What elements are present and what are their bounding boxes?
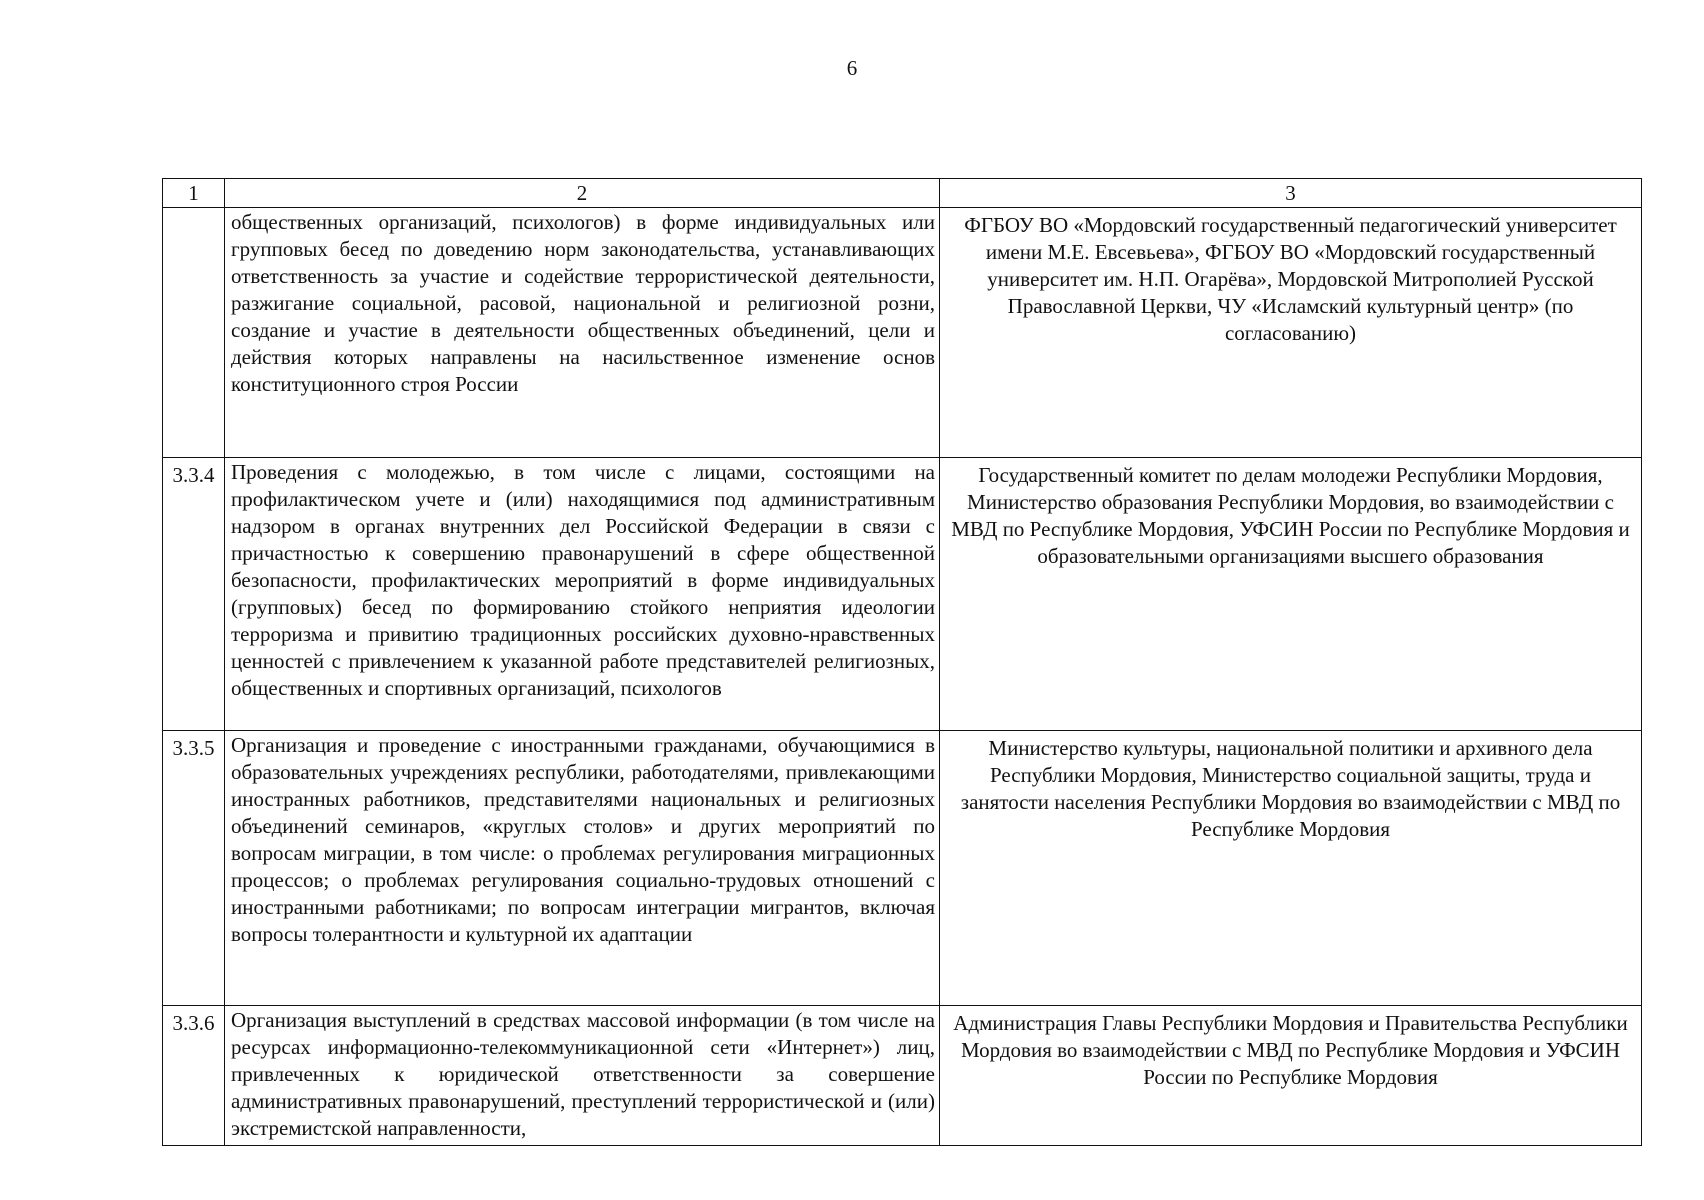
table-header-row — [163, 179, 1642, 208]
row-description: Проведения с молодежью, в том числе с лицами, состоящими на профилактическом учете и (или) находящимися под административным надзором в органах внутренних дел Российской Федерации в связи с причастностью к совершению правонарушений в сфере общественной безопасности, профилактических мероприятий в форме индивидуальных (групповых) бесед по формированию стойкого неприятия идеологии терроризма и привитию традиционных российских духовно-нравственных ценностей с привлечением к указанной работе представителей религиозных, общественных и спортивных организаций, психологов — [225, 458, 940, 731]
header-col-responsible: 3 — [940, 179, 1642, 208]
measures-table — [162, 178, 1642, 1146]
table-row — [163, 731, 1642, 1006]
row-description: общественных организаций, психологов) в форме индивидуальных или групповых бесед по доведению норм законодательства, устанавливающих ответственность за участие и содействие террористической деятельности, разжигание социальной, расовой, национальной и религиозной розни, создание и участие в деятельности общественных объединений, цели и действия которых направлены на насильственное изменение основ конституционного строя России — [225, 208, 940, 458]
page-number: 6 — [846, 56, 858, 80]
row-number: 3.3.5 — [163, 731, 225, 1006]
row-responsible: Министерство культуры, национальной политики и архивного дела Республики Мордовия, Министерство социальной защиты, труда и занятости населения Республики Мордовия во взаимодействии с МВД по Республике Мордовия — [940, 731, 1642, 1006]
row-number — [163, 208, 225, 458]
table-row — [163, 1006, 1642, 1146]
row-responsible: Администрация Главы Республики Мордовия и Правительства Республики Мордовия во взаимодействии с МВД по Республике Мордовия и УФСИН России по Республике Мордовия — [940, 1006, 1642, 1146]
table-row — [163, 458, 1642, 731]
row-number: 3.3.4 — [163, 458, 225, 731]
table-row — [163, 208, 1642, 458]
row-responsible: ФГБОУ ВО «Мордовский государственный педагогический университет имени М.Е. Евсевьева», ФГБОУ ВО «Мордовский государственный университет им. Н.П. Огарёва», Мордовской Митрополией Русской Православной Церкви, ЧУ «Исламский культурный центр» (по согласованию) — [940, 208, 1642, 458]
header-col-description: 2 — [225, 179, 940, 208]
row-number: 3.3.6 — [163, 1006, 225, 1146]
row-description: Организация и проведение с иностранными гражданами, обучающимися в образовательных учреждениях республики, работодателями, привлекающими иностранных работников, представителями национальных и религиозных объединений семинаров, «круглых столов» и других мероприятий по вопросам миграции, в том числе: о проблемах регулирования миграционных процессов; о проблемах регулирования социально-трудовых отношений с иностранными работниками; по вопросам интеграции мигрантов, включая вопросы толерантности и культурной их адаптации — [225, 731, 940, 1006]
header-col-number: 1 — [163, 179, 225, 208]
row-description: Организация выступлений в средствах массовой информации (в том числе на ресурсах информационно-телекоммуникационной сети «Интернет») лиц, привлеченных к юридической ответственности за совершение административных правонарушений, преступлений террористической и (или) экстремистской направленности, — [225, 1006, 940, 1146]
row-responsible: Государственный комитет по делам молодежи Республики Мордовия, Министерство образования Республики Мордовия, во взаимодействии с МВД по Республике Мордовия, УФСИН России по Республике Мордовия и образовательными организациями высшего образования — [940, 458, 1642, 731]
